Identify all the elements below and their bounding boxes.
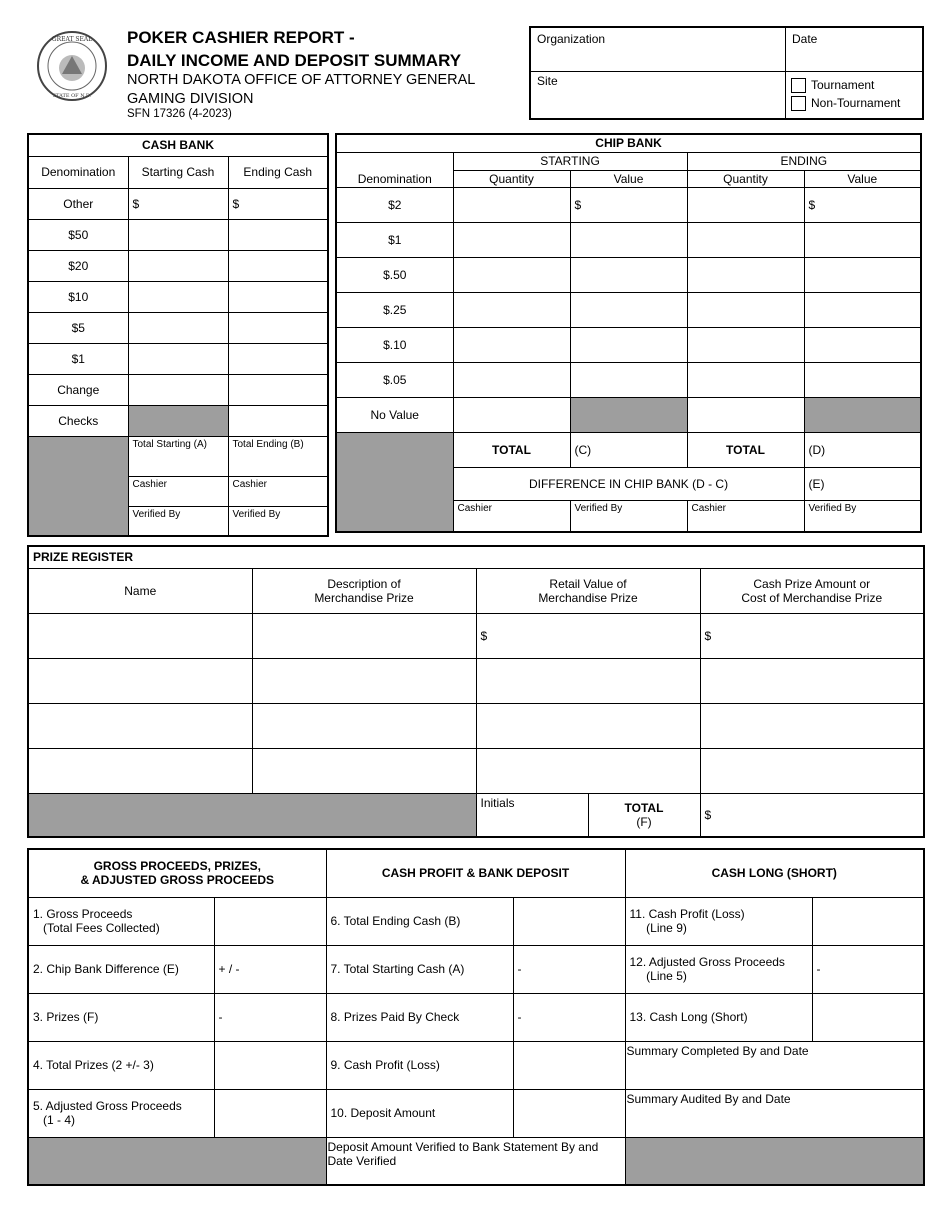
line-2-label: 2. Chip Bank Difference (E): [28, 945, 214, 993]
retail-value-input[interactable]: [476, 658, 700, 703]
ending-total-label: TOTAL: [687, 432, 804, 467]
start-value-input[interactable]: [570, 257, 687, 292]
prize-name-input[interactable]: [28, 748, 252, 793]
report-title: POKER CASHIER REPORT -: [127, 28, 355, 47]
end-qty-input[interactable]: [687, 257, 804, 292]
chip-bank-table: [335, 133, 922, 533]
shaded-cell: [336, 432, 453, 532]
end-qty-input[interactable]: [687, 292, 804, 327]
start-value-input[interactable]: [570, 362, 687, 397]
end-value-input[interactable]: [804, 292, 921, 327]
chip-denom: $.10: [336, 327, 453, 362]
ending-cash-input[interactable]: [228, 250, 328, 281]
line-10-label: 10. Deposit Amount: [326, 1089, 513, 1137]
prize-description-input[interactable]: [252, 613, 476, 658]
difference-e[interactable]: (E): [804, 467, 921, 500]
svg-text:GREAT SEAL: GREAT SEAL: [51, 36, 93, 43]
cash-profit-header: CASH PROFIT & BANK DEPOSIT: [326, 849, 625, 897]
cashier-field[interactable]: Cashier: [453, 500, 570, 532]
division-name: GAMING DIVISION: [127, 91, 254, 107]
retail-value-input[interactable]: [476, 748, 700, 793]
starting-header: STARTING: [453, 152, 687, 170]
chip-denom: No Value: [336, 397, 453, 432]
summary-table: [27, 848, 925, 1186]
prize-description-input[interactable]: [252, 658, 476, 703]
line-7-input[interactable]: -: [513, 945, 625, 993]
prize-name-input[interactable]: [28, 658, 252, 703]
ending-cash-input[interactable]: [228, 374, 328, 405]
initials-field[interactable]: Initials: [476, 793, 588, 837]
date-field[interactable]: Date: [792, 32, 818, 46]
cash-denom: $1: [28, 343, 128, 374]
cash-prize-header: Cash Prize Amount or Cost of Merchandise Prize: [700, 568, 924, 613]
ending-cash-header: Ending Cash: [228, 156, 328, 188]
svg-text:STATE OF N.D.: STATE OF N.D.: [52, 93, 92, 99]
shaded-cell: [128, 405, 228, 436]
cash-prize-input[interactable]: [700, 703, 924, 748]
chip-bank-title: CHIP BANK: [336, 134, 921, 152]
start-value-input[interactable]: [570, 327, 687, 362]
line-12-label: 12. Adjusted Gross Proceeds (Line 5): [625, 945, 812, 993]
cash-denom: Other: [28, 188, 128, 219]
cash-bank-title: CASH BANK: [28, 134, 328, 156]
ending-cash-input[interactable]: [228, 219, 328, 250]
tournament-label: Tournament: [811, 78, 875, 92]
prize-total-label: TOTAL (F): [588, 793, 700, 837]
verified-by-field[interactable]: Verified By: [228, 506, 328, 536]
line-1-input[interactable]: [214, 897, 326, 945]
state-seal-logo: [36, 30, 108, 102]
start-qty-input[interactable]: [453, 222, 570, 257]
value-header: Value: [570, 170, 687, 187]
chip-denom-header: Denomination: [336, 152, 453, 187]
header-info-box: [529, 26, 924, 120]
end-qty-input[interactable]: [687, 327, 804, 362]
start-value-input[interactable]: $: [570, 187, 687, 222]
shaded-cell: [570, 397, 687, 432]
line-4-label: 4. Total Prizes (2 +/- 3): [28, 1041, 214, 1089]
ending-cash-input[interactable]: [228, 281, 328, 312]
end-value-input[interactable]: [804, 257, 921, 292]
prize-name-input[interactable]: [28, 703, 252, 748]
prize-description-input[interactable]: [252, 703, 476, 748]
retail-value-input[interactable]: $: [476, 613, 700, 658]
line-3-label: 3. Prizes (F): [28, 993, 214, 1041]
line-11-input[interactable]: [812, 897, 924, 945]
cash-denom: $10: [28, 281, 128, 312]
start-qty-input[interactable]: [453, 362, 570, 397]
starting-total-label: TOTAL: [453, 432, 570, 467]
cash-denom: $5: [28, 312, 128, 343]
chip-denom: $.50: [336, 257, 453, 292]
end-qty-input[interactable]: [687, 187, 804, 222]
verified-by-field[interactable]: Verified By: [804, 500, 921, 532]
line-13-label: 13. Cash Long (Short): [625, 993, 812, 1041]
cash-prize-input[interactable]: $: [700, 613, 924, 658]
name-header: Name: [28, 568, 252, 613]
description-header: Description of Merchandise Prize: [252, 568, 476, 613]
start-qty-input[interactable]: [453, 327, 570, 362]
chip-denom: $.25: [336, 292, 453, 327]
summary-completed-field[interactable]: Summary Completed By and Date: [625, 1041, 924, 1089]
office-name: NORTH DAKOTA OFFICE OF ATTORNEY GENERAL: [127, 72, 476, 88]
ending-cash-input[interactable]: [228, 343, 328, 374]
retail-value-input[interactable]: [476, 703, 700, 748]
shaded-cell: [28, 1137, 326, 1185]
prize-register-table: [27, 545, 925, 838]
cash-denom: Checks: [28, 405, 128, 436]
ending-header: ENDING: [687, 152, 921, 170]
end-qty-input[interactable]: [687, 222, 804, 257]
organization-field[interactable]: Organization: [537, 32, 606, 46]
shaded-cell: [804, 397, 921, 432]
cash-denom: $50: [28, 219, 128, 250]
summary-audited-field[interactable]: Summary Audited By and Date: [625, 1089, 924, 1137]
line-2-input[interactable]: + / -: [214, 945, 326, 993]
line-8-label: 8. Prizes Paid By Check: [326, 993, 513, 1041]
line-5-input[interactable]: [214, 1089, 326, 1137]
line-10-input[interactable]: [513, 1089, 625, 1137]
form-number: SFN 17326 (4-2023): [127, 108, 232, 120]
cashier-field[interactable]: Cashier: [228, 476, 328, 506]
starting-cash-input[interactable]: [128, 312, 228, 343]
prize-register-title: PRIZE REGISTER: [28, 546, 924, 568]
ending-cash-input[interactable]: [228, 405, 328, 436]
starting-cash-header: Starting Cash: [128, 156, 228, 188]
prize-description-input[interactable]: [252, 748, 476, 793]
quantity-header: Quantity: [453, 170, 570, 187]
line-6-label: 6. Total Ending Cash (B): [326, 897, 513, 945]
start-qty-input[interactable]: [453, 292, 570, 327]
difference-label: DIFFERENCE IN CHIP BANK (D - C): [453, 467, 804, 500]
end-value-input[interactable]: [804, 327, 921, 362]
cash-long-short-header: CASH LONG (SHORT): [625, 849, 924, 897]
end-qty-input[interactable]: [687, 362, 804, 397]
cash-denom: Change: [28, 374, 128, 405]
line-9-label: 9. Cash Profit (Loss): [326, 1041, 513, 1089]
line-12-input[interactable]: -: [812, 945, 924, 993]
shaded-cell: [28, 793, 476, 837]
quantity-header: Quantity: [687, 170, 804, 187]
line-8-input[interactable]: -: [513, 993, 625, 1041]
starting-cash-input[interactable]: $: [128, 188, 228, 219]
end-value-input[interactable]: $: [804, 187, 921, 222]
shaded-cell: [625, 1137, 924, 1185]
start-qty-input[interactable]: [453, 397, 570, 432]
non-tournament-label: Non-Tournament: [811, 96, 901, 110]
site-field[interactable]: Site: [537, 74, 558, 88]
start-value-input[interactable]: [570, 222, 687, 257]
chip-denom: $2: [336, 187, 453, 222]
starting-cash-input[interactable]: [128, 219, 228, 250]
prize-name-input[interactable]: [28, 613, 252, 658]
start-qty-input[interactable]: [453, 187, 570, 222]
starting-cash-input[interactable]: [128, 250, 228, 281]
line-11-label: 11. Cash Profit (Loss) (Line 9): [625, 897, 812, 945]
verified-by-field[interactable]: Verified By: [570, 500, 687, 532]
line-5-label: 5. Adjusted Gross Proceeds (1 - 4): [28, 1089, 214, 1137]
value-header: Value: [804, 170, 921, 187]
line-7-label: 7. Total Starting Cash (A): [326, 945, 513, 993]
gross-proceeds-header: GROSS PROCEEDS, PRIZES, & ADJUSTED GROSS PROCEEDS: [28, 849, 326, 897]
starting-total-c[interactable]: (C): [570, 432, 687, 467]
starting-cash-input[interactable]: [128, 343, 228, 374]
start-value-input[interactable]: [570, 292, 687, 327]
cashier-field[interactable]: Cashier: [687, 500, 804, 532]
chip-denom: $.05: [336, 362, 453, 397]
cash-prize-input[interactable]: [700, 658, 924, 703]
ending-cash-input[interactable]: [228, 312, 328, 343]
cashier-field[interactable]: Cashier: [128, 476, 228, 506]
deposit-verified-field[interactable]: Deposit Amount Verified to Bank Statement By and Date Verified: [326, 1137, 625, 1185]
report-subtitle: DAILY INCOME AND DEPOSIT SUMMARY: [127, 51, 462, 70]
line-4-input[interactable]: [214, 1041, 326, 1089]
start-qty-input[interactable]: [453, 257, 570, 292]
total-ending-field[interactable]: Total Ending (B): [228, 436, 328, 476]
total-starting-field[interactable]: Total Starting (A): [128, 436, 228, 476]
starting-cash-input[interactable]: [128, 374, 228, 405]
ending-cash-input[interactable]: $: [228, 188, 328, 219]
cash-denom-header: Denomination: [28, 156, 128, 188]
line-13-input[interactable]: [812, 993, 924, 1041]
cash-bank-table: [27, 133, 329, 537]
verified-by-field[interactable]: Verified By: [128, 506, 228, 536]
end-value-input[interactable]: [804, 222, 921, 257]
cash-prize-input[interactable]: [700, 748, 924, 793]
cash-denom: $20: [28, 250, 128, 281]
prize-total-input[interactable]: $: [700, 793, 924, 837]
line-6-input[interactable]: [513, 897, 625, 945]
non-tournament-checkbox[interactable]: [791, 96, 806, 111]
ending-total-d[interactable]: (D): [804, 432, 921, 467]
retail-value-header: Retail Value of Merchandise Prize: [476, 568, 700, 613]
line-3-input[interactable]: -: [214, 993, 326, 1041]
tournament-checkbox[interactable]: [791, 78, 806, 93]
chip-denom: $1: [336, 222, 453, 257]
end-qty-input[interactable]: [687, 397, 804, 432]
starting-cash-input[interactable]: [128, 281, 228, 312]
line-1-label: 1. Gross Proceeds (Total Fees Collected): [28, 897, 214, 945]
shaded-cell: [28, 436, 128, 536]
end-value-input[interactable]: [804, 362, 921, 397]
line-9-input[interactable]: [513, 1041, 625, 1089]
